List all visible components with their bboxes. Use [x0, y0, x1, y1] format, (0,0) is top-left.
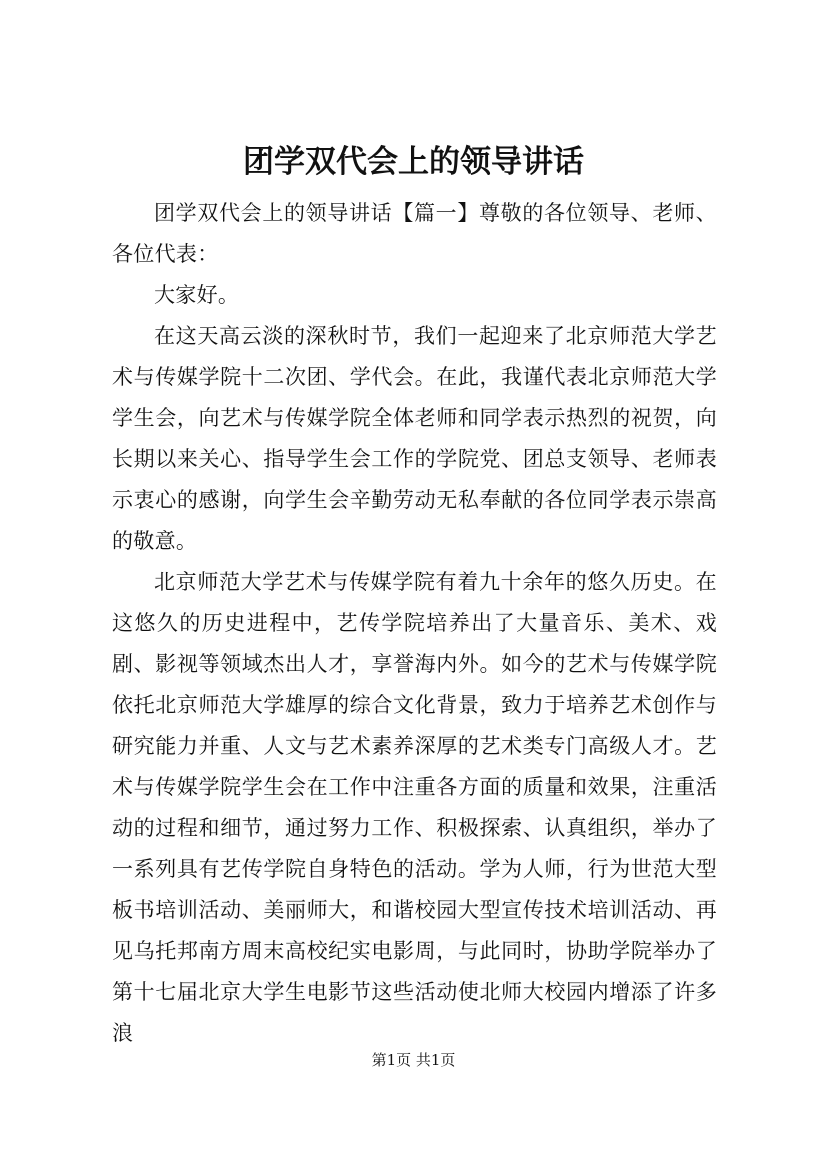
- paragraph-greeting: 大家好。: [154, 283, 240, 307]
- paragraph-congratulations: 在这天高云淡的深秋时节，我们一起迎来了北京师范大学艺术与传媒学院十二次团、学代会。在此，我谨代表北京师范大学学生会，向艺术与传媒学院全体老师和同学表示热烈的祝贺，向长期以来关心、指导学生会工作的学院党、团总支领导、老师表示衷心的感谢，向学生会辛勤劳动无私奉献的各位同学表示崇高的敬意。: [112, 324, 717, 553]
- page-footer: 第1页 共1页: [371, 1051, 456, 1069]
- paragraph-opening: 团学双代会上的领导讲话【篇一】尊敬的各位领导、老师、各位代表：: [112, 201, 717, 266]
- document-body: [112, 193, 717, 1054]
- paragraph-history: 北京师范大学艺术与传媒学院有着九十余年的悠久历史。在这悠久的历史进程中，艺传学院培养出了大量音乐、美术、戏剧、影视等领域杰出人才，享誉海内外。如今的艺术与传媒学院依托北京师范大学雄厚的综合文化背景，致力于培养艺术创作与研究能力并重、人文与艺术素养深厚的艺术类专门高级人才。艺术与传媒学院学生会在工作中注重各方面的质量和效果，注重活动的过程和细节，通过努力工作、积极探索、认真组织，举办了一系列具有艺传学院自身特色的活动。学为人师，行为世范大型板书培训活动、美丽师大，和谐校园大型宣传技术培训活动、再见乌托邦南方周末高校纪实电影周，与此同时，协助学院举办了第十七届北京大学生电影节这些活动使北师大校园内增添了许多浪: [112, 570, 717, 1045]
- document-title: 团学双代会上的领导讲话: [243, 144, 584, 180]
